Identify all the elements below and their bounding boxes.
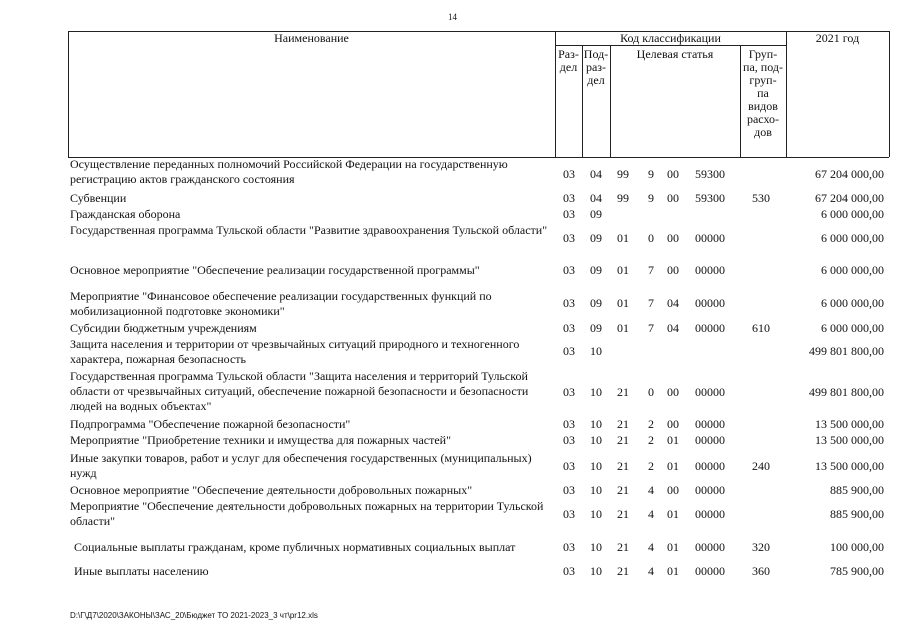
row-t3: 00 — [667, 385, 679, 399]
row-pr: 04 — [590, 191, 602, 205]
row-t2: 4 — [648, 507, 654, 521]
row-name: Основное мероприятие "Обеспечение деятельности добровольных пожарных" — [70, 483, 473, 497]
row-rz: 03 — [563, 483, 575, 497]
row-t1: 99 — [617, 191, 629, 205]
row-t2: 2 — [648, 459, 654, 473]
row-rz: 03 — [563, 296, 575, 310]
row-t4: 59300 — [695, 191, 725, 205]
row-t1: 01 — [617, 321, 629, 335]
header-razdel: Раз- дел — [558, 47, 579, 74]
row-t2: 7 — [648, 321, 654, 335]
header-group: Груп- па, под- груп- па видов расхо- дов — [743, 47, 783, 139]
row-t3: 01 — [667, 433, 679, 447]
table-row — [0, 191, 905, 207]
row-name: Осуществление переданных полномочий Российской Федерации на государственную регистрацию актов гражданского состояния — [70, 157, 508, 186]
row-t4: 59300 — [695, 167, 725, 181]
row-t4: 00000 — [695, 296, 725, 310]
row-name: Иные выплаты населению — [74, 564, 209, 578]
row-sum: 13 500 000,00 — [815, 433, 884, 447]
row-t4: 00000 — [695, 263, 725, 277]
row-pr: 10 — [590, 385, 602, 399]
row-pr: 10 — [590, 507, 602, 521]
row-sum: 499 801 800,00 — [809, 385, 884, 399]
row-rz: 03 — [563, 417, 575, 431]
row-t3: 00 — [667, 167, 679, 181]
row-t1: 21 — [617, 507, 629, 521]
row-t3: 00 — [667, 191, 679, 205]
table-row — [0, 564, 905, 582]
row-t1: 21 — [617, 433, 629, 447]
row-t4: 00000 — [695, 483, 725, 497]
row-name: Мероприятие "Приобретение техники и имущества для пожарных частей" — [70, 433, 451, 447]
row-sum: 67 204 000,00 — [815, 191, 884, 205]
row-name: Подпрограмма "Обеспечение пожарной безопасности" — [70, 417, 351, 431]
row-sum: 6 000 000,00 — [821, 296, 884, 310]
row-t4: 00000 — [695, 385, 725, 399]
row-t3: 04 — [667, 296, 679, 310]
row-name: Социальные выплаты гражданам, кроме публичных нормативных социальных выплат — [74, 540, 516, 554]
row-rz: 03 — [563, 459, 575, 473]
row-pr: 10 — [590, 564, 602, 578]
row-t2: 7 — [648, 263, 654, 277]
row-t2: 0 — [648, 385, 654, 399]
row-pr: 09 — [590, 207, 602, 221]
row-t3: 01 — [667, 507, 679, 521]
row-pr: 04 — [590, 167, 602, 181]
row-t4: 00000 — [695, 231, 725, 245]
row-t3: 01 — [667, 564, 679, 578]
table-row — [0, 499, 905, 531]
row-t4: 00000 — [695, 507, 725, 521]
row-t3: 00 — [667, 417, 679, 431]
header-classification: Код классификации — [620, 31, 721, 45]
table-row — [0, 289, 905, 321]
row-t3: 00 — [667, 263, 679, 277]
row-sum: 13 500 000,00 — [815, 459, 884, 473]
row-rz: 03 — [563, 321, 575, 335]
header-name: Наименование — [274, 31, 349, 45]
header-year: 2021 год — [815, 31, 860, 45]
row-t1: 21 — [617, 540, 629, 554]
table-row — [0, 337, 905, 369]
row-rz: 03 — [563, 207, 575, 221]
row-sum: 885 900,00 — [830, 483, 884, 497]
row-sum: 13 500 000,00 — [815, 417, 884, 431]
table-row — [0, 369, 905, 417]
row-pr: 10 — [590, 417, 602, 431]
row-sum: 499 801 800,00 — [809, 344, 884, 358]
row-t1: 99 — [617, 167, 629, 181]
row-sum: 100 000,00 — [830, 540, 884, 554]
row-sum: 6 000 000,00 — [821, 207, 884, 221]
row-t1: 01 — [617, 231, 629, 245]
row-name: Мероприятие "Обеспечение деятельности добровольных пожарных на территории Тульской области" — [70, 499, 544, 528]
row-sum: 6 000 000,00 — [821, 321, 884, 335]
row-sum: 6 000 000,00 — [821, 231, 884, 245]
table-row — [0, 540, 905, 558]
row-t4: 00000 — [695, 417, 725, 431]
row-t4: 00000 — [695, 540, 725, 554]
row-t1: 01 — [617, 263, 629, 277]
row-pr: 10 — [590, 344, 602, 358]
table-row — [0, 417, 905, 433]
row-vr: 610 — [752, 321, 770, 335]
row-name: Мероприятие "Финансовое обеспечение реализации государственных функций по мобилизационной подготовке экономики" — [70, 289, 492, 318]
row-vr: 320 — [752, 540, 770, 554]
table-row — [0, 223, 905, 255]
row-pr: 10 — [590, 459, 602, 473]
row-t2: 2 — [648, 417, 654, 431]
table-row — [0, 157, 905, 189]
row-rz: 03 — [563, 564, 575, 578]
row-t4: 00000 — [695, 459, 725, 473]
row-t1: 01 — [617, 296, 629, 310]
row-name: Государственная программа Тульской области "Защита населения и территорий Тульской области от чрезвычайных ситуаций, обеспечение пожарной безопасности и безопасности людей на водных объектах" — [70, 369, 529, 413]
row-t3: 01 — [667, 459, 679, 473]
row-t3: 01 — [667, 540, 679, 554]
row-t2: 4 — [648, 483, 654, 497]
row-rz: 03 — [563, 433, 575, 447]
row-name: Субсидии бюджетным учреждениям — [70, 321, 257, 335]
row-name: Гражданская оборона — [70, 207, 181, 221]
header-target: Целевая статья — [636, 47, 714, 61]
row-sum: 67 204 000,00 — [815, 167, 884, 181]
row-rz: 03 — [563, 344, 575, 358]
header-podrazdel: Под- раз- дел — [583, 47, 609, 87]
row-t1: 21 — [617, 385, 629, 399]
row-pr: 09 — [590, 263, 602, 277]
row-rz: 03 — [563, 540, 575, 554]
row-t2: 9 — [648, 191, 654, 205]
row-name: Защита населения и территории от чрезвычайных ситуаций природного и техногенного характера, пожарная безопасность — [70, 337, 520, 366]
row-t4: 00000 — [695, 321, 725, 335]
row-t4: 00000 — [695, 564, 725, 578]
row-pr: 10 — [590, 433, 602, 447]
row-t1: 21 — [617, 483, 629, 497]
row-t2: 7 — [648, 296, 654, 310]
file-path-footer: D:\Г\Д7\2020\ЗАКОНЫ\ЗАС_20\Бюджет ТО 2021-2023_3 чт\pr12.xls — [70, 611, 318, 620]
table-row — [0, 451, 905, 483]
row-rz: 03 — [563, 191, 575, 205]
row-t1: 21 — [617, 564, 629, 578]
table-row — [0, 433, 905, 449]
row-rz: 03 — [563, 263, 575, 277]
row-pr: 09 — [590, 321, 602, 335]
row-name: Иные закупки товаров, работ и услуг для обеспечения государственных (муниципальных) нужд — [70, 451, 532, 480]
row-name: Субвенции — [70, 191, 127, 205]
row-rz: 03 — [563, 507, 575, 521]
row-pr: 10 — [590, 483, 602, 497]
row-t3: 04 — [667, 321, 679, 335]
table-row — [0, 321, 905, 337]
row-rz: 03 — [563, 385, 575, 399]
table-row — [0, 207, 905, 223]
row-t3: 00 — [667, 483, 679, 497]
row-t2: 0 — [648, 231, 654, 245]
row-rz: 03 — [563, 167, 575, 181]
table-row — [0, 263, 905, 281]
row-name: Государственная программа Тульской области "Развитие здравоохранения Тульской области" — [70, 223, 548, 237]
row-rz: 03 — [563, 231, 575, 245]
row-sum: 785 900,00 — [830, 564, 884, 578]
row-t2: 9 — [648, 167, 654, 181]
row-t2: 4 — [648, 564, 654, 578]
row-sum: 885 900,00 — [830, 507, 884, 521]
row-t1: 21 — [617, 459, 629, 473]
row-t2: 2 — [648, 433, 654, 447]
table-row — [0, 483, 905, 499]
row-t3: 00 — [667, 231, 679, 245]
row-pr: 09 — [590, 231, 602, 245]
row-vr: 240 — [752, 459, 770, 473]
row-pr: 10 — [590, 540, 602, 554]
row-name: Основное мероприятие "Обеспечение реализации государственной программы" — [70, 263, 480, 277]
page-number: 14 — [448, 12, 457, 22]
row-vr: 530 — [752, 191, 770, 205]
row-sum: 6 000 000,00 — [821, 263, 884, 277]
row-t4: 00000 — [695, 433, 725, 447]
row-t1: 21 — [617, 417, 629, 431]
row-vr: 360 — [752, 564, 770, 578]
row-t2: 4 — [648, 540, 654, 554]
row-pr: 09 — [590, 296, 602, 310]
